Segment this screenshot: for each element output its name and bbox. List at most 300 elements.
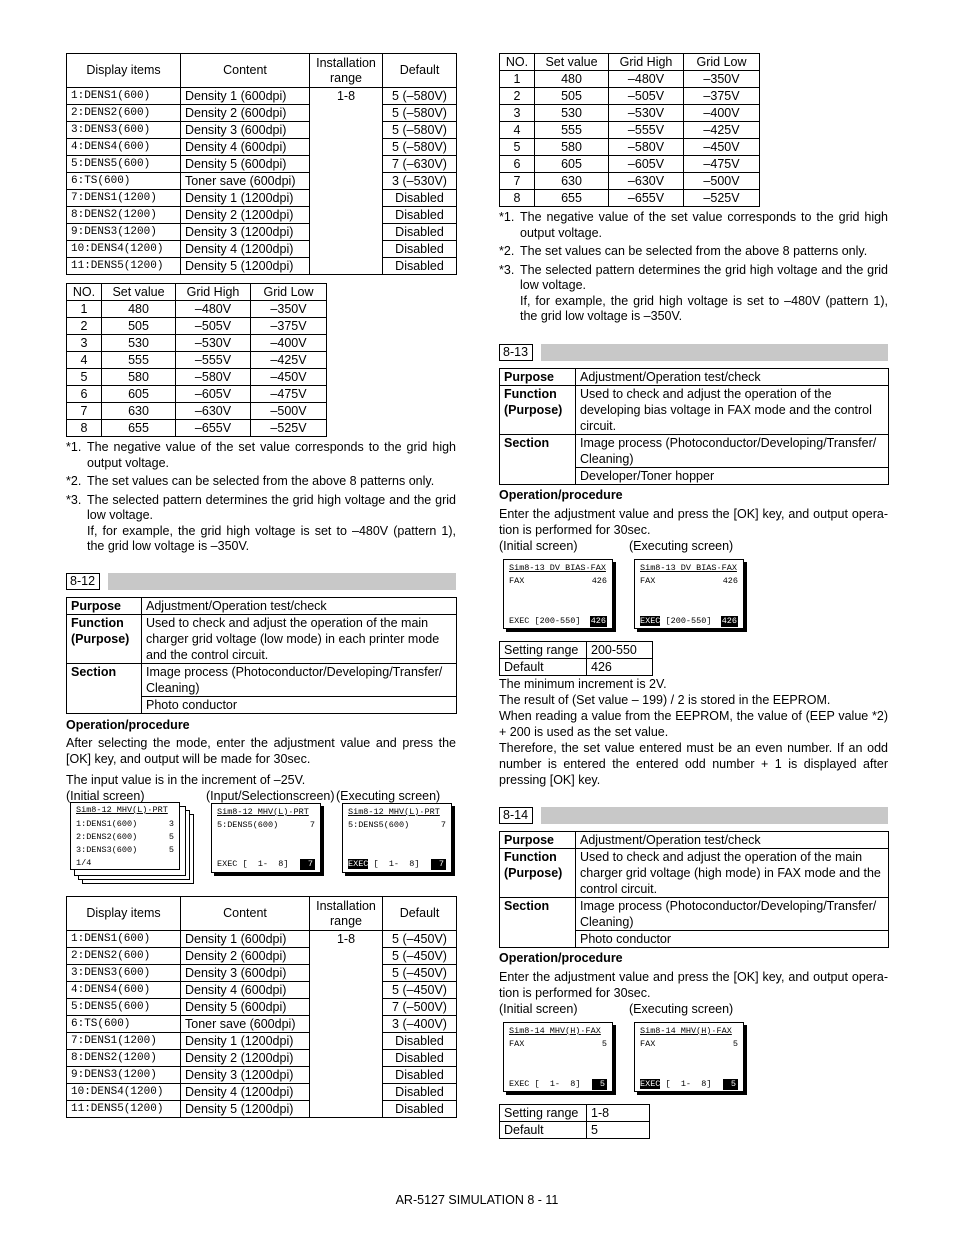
table-row <box>500 122 760 139</box>
lcd-value-1: 5 <box>601 1039 607 1049</box>
info-table-8-13 <box>499 368 889 485</box>
operation-procedure-text: Enter the adjustment value and press the [OK] key, and output opera-tion is performed for 30sec. <box>499 506 888 537</box>
footnote <box>66 474 456 490</box>
lcd-title: Sim8-14 MHV(H)·FAX <box>640 1026 732 1036</box>
grid-set-value: 655 <box>102 420 176 437</box>
lcd-range: [ 1- 8] <box>373 859 420 869</box>
grid-set-value: 480 <box>535 71 609 88</box>
lcd-line-1: 1:DENS1(600) <box>76 819 138 829</box>
grid-set-value: 555 <box>535 122 609 139</box>
executing-screen-label: (Executing screen) <box>629 538 734 553</box>
grid-header-no: NO. <box>500 54 535 71</box>
grid-high: –505V <box>609 88 684 105</box>
grid-high: –505V <box>176 318 251 335</box>
grid-low: –400V <box>684 105 760 122</box>
footnote <box>499 210 888 241</box>
grid-header-grid-low: Grid Low <box>251 284 327 301</box>
grid-no: 6 <box>500 156 535 173</box>
display-item: 3:DENS3(600) <box>67 965 181 982</box>
default-cell: 5 (–580V) <box>383 139 457 156</box>
grid-set-value: 505 <box>535 88 609 105</box>
right-column <box>499 53 888 556</box>
default-cell: Disabled <box>383 1033 457 1050</box>
header-default: Default <box>383 897 457 931</box>
table-row <box>67 105 457 122</box>
table-row <box>500 88 760 105</box>
section-bar-fill <box>108 573 456 590</box>
table-row <box>67 1033 457 1050</box>
grid-header-no: NO. <box>67 284 102 301</box>
display-item: 10:DENS4(1200) <box>67 241 181 258</box>
lcd-value-3: 5 <box>168 845 174 855</box>
content-cell: Density 1 (600dpi) <box>181 88 310 105</box>
grid-no: 1 <box>500 71 535 88</box>
grid-voltage-table-left <box>66 283 327 437</box>
grid-header-grid-low: Grid Low <box>684 54 760 71</box>
lcd-range: [ 1- 8] <box>665 1079 712 1089</box>
footnote <box>499 244 888 260</box>
grid-high: –655V <box>176 420 251 437</box>
initial-screen-label: (Initial screen) <box>66 788 145 803</box>
content-cell: Density 2 (600dpi) <box>181 948 310 965</box>
table-row <box>67 420 327 437</box>
lcd-line-1: FAX <box>509 1039 525 1049</box>
display-item: 4:DENS4(600) <box>67 139 181 156</box>
footnote-marker: *2. <box>66 474 82 488</box>
installation-range-cell: 1-8 <box>310 88 383 275</box>
default-cell: 3 (–400V) <box>383 1016 457 1033</box>
content-cell: Density 2 (1200dpi) <box>181 207 310 224</box>
grid-high: –480V <box>176 301 251 318</box>
notes-right <box>499 210 888 325</box>
lcd-value-1: 5 <box>732 1039 738 1049</box>
table-row <box>500 139 760 156</box>
grid-high: –655V <box>609 190 684 207</box>
setting-range-label: Setting range <box>500 642 587 659</box>
header-display-items: Display items <box>67 897 181 931</box>
grid-low: –425V <box>684 122 760 139</box>
purpose-value: Adjustment/Operation test/check <box>576 832 889 849</box>
default-cell: Disabled <box>383 241 457 258</box>
default-cell: 5 (–580V) <box>383 122 457 139</box>
lcd-title: Sim8-13 DV BIAS·FAX <box>509 563 606 573</box>
lcd-value-1: 426 <box>722 576 738 586</box>
grid-low: –375V <box>251 318 327 335</box>
lcd-line-1: 5:DENS5(600) <box>348 820 410 830</box>
function-label: Function (Purpose) <box>67 614 142 663</box>
content-cell: Density 3 (1200dpi) <box>181 224 310 241</box>
page-footer: AR-5127 SIMULATION 8 - 11 <box>395 1193 559 1207</box>
grid-set-value: 505 <box>102 318 176 335</box>
grid-low: –350V <box>251 301 327 318</box>
grid-high: –605V <box>176 386 251 403</box>
grid-high: –555V <box>609 122 684 139</box>
display-item: 2:DENS2(600) <box>67 948 181 965</box>
footnote <box>66 493 456 524</box>
lcd-exec-highlight: EXEC <box>640 1079 661 1089</box>
info-table-8-14 <box>499 831 889 948</box>
paragraph: Therefore, the set value entered must be an even number. If an odd number is entered the entered odd number + 1 is displayed after pressing [OK] key. <box>499 741 888 787</box>
content-cell: Density 2 (600dpi) <box>181 105 310 122</box>
default-cell: 7 (–630V) <box>383 156 457 173</box>
default-cell: Disabled <box>383 1084 457 1101</box>
lcd-input-value: 5 <box>723 1079 738 1090</box>
footnote-text: The negative value of the set value corresponds to the grid high output voltage. <box>520 210 888 240</box>
table-row <box>500 156 760 173</box>
screen-labels-8-13 <box>499 539 888 556</box>
display-item: 4:DENS4(600) <box>67 982 181 999</box>
operation-increment-text: The input value is in the increment of –25V. <box>66 772 306 787</box>
grid-low: –450V <box>684 139 760 156</box>
table-row <box>67 386 327 403</box>
display-item: 9:DENS3(1200) <box>67 1067 181 1084</box>
grid-set-value: 605 <box>102 386 176 403</box>
left-column <box>66 53 456 806</box>
default-value: 5 <box>587 1122 650 1139</box>
lcd-initial-screen-8-13 <box>503 559 613 629</box>
display-item: 3:DENS3(600) <box>67 122 181 139</box>
header-content: Content <box>181 54 310 88</box>
content-cell: Density 5 (1200dpi) <box>181 258 310 275</box>
display-item: 11:DENS5(1200) <box>67 258 181 275</box>
default-cell: 7 (–500V) <box>383 999 457 1016</box>
table-row <box>67 88 457 105</box>
lcd-exec: EXEC <box>217 859 238 869</box>
lcd-range: [ 1- 8] <box>534 1079 581 1089</box>
footnote-text: If, for example, the grid high voltage is set to –480V (pattern 1), the grid low voltage is –350V. <box>520 293 888 323</box>
lcd-value-1: 7 <box>309 820 315 830</box>
notes-left <box>66 440 456 555</box>
grid-set-value: 530 <box>102 335 176 352</box>
section-value-2: Developer/Toner hopper <box>576 467 889 484</box>
content-cell: Toner save (600dpi) <box>181 173 310 190</box>
grid-high: –555V <box>176 352 251 369</box>
footnote-text: The selected pattern determines the grid high voltage and the grid low voltage. <box>520 262 888 292</box>
lcd-title: Sim8-12 MHV(L)·PRT <box>217 807 309 817</box>
lcd-value-1: 3 <box>168 819 174 829</box>
lcd-title: Sim8-14 MHV(H)·FAX <box>509 1026 601 1036</box>
footnote <box>66 524 456 555</box>
default-cell: Disabled <box>383 207 457 224</box>
lcd-input-value: 426 <box>590 616 606 626</box>
paragraph: When reading a value from the EEPROM, the value of (EEP value *2) + 200 is used as the set value. <box>499 709 888 739</box>
initial-screen-label: (Initial screen) <box>499 538 578 553</box>
lcd-value-2: 5 <box>168 832 174 842</box>
content-cell: Density 3 (600dpi) <box>181 122 310 139</box>
default-cell: 5 (–580V) <box>383 105 457 122</box>
lcd-title: Sim8-12 MHV(L)·PRT <box>76 805 168 815</box>
default-cell: 5 (–450V) <box>383 965 457 982</box>
section-bar-8-14 <box>499 807 888 824</box>
grid-no: 6 <box>67 386 102 403</box>
section-value-2: Photo conductor <box>142 696 457 713</box>
lcd-title: Sim8-13 DV BIAS·FAX <box>640 563 737 573</box>
lcd-input-value: 7 <box>300 859 315 870</box>
setting-range-value: 1-8 <box>587 1105 650 1122</box>
grid-high: –530V <box>176 335 251 352</box>
table-row <box>67 965 457 982</box>
table-row <box>67 258 457 275</box>
executing-screen-label: (Executing screen) <box>336 788 441 803</box>
lcd-executing-screen-8-13 <box>634 559 744 629</box>
default-cell: 5 (–580V) <box>383 88 457 105</box>
content-cell: Density 5 (600dpi) <box>181 156 310 173</box>
section-value-2: Photo conductor <box>576 931 889 948</box>
function-label: Function (Purpose) <box>500 849 576 898</box>
grid-no: 5 <box>67 369 102 386</box>
grid-set-value: 630 <box>535 173 609 190</box>
lcd-value-1: 426 <box>591 576 607 586</box>
setting-table-8-14 <box>499 1104 650 1139</box>
grid-set-value: 580 <box>102 369 176 386</box>
footnote-text: The negative value of the set value corresponds to the grid high output voltage. <box>87 440 456 470</box>
grid-header-grid-high: Grid High <box>609 54 684 71</box>
initial-screen-label: (Initial screen) <box>499 1002 578 1016</box>
section-number: 8-14 <box>499 807 533 824</box>
lcd-range: [ 1- 8] <box>242 859 289 869</box>
grid-low: –525V <box>684 190 760 207</box>
purpose-label: Purpose <box>500 832 576 849</box>
display-item: 6:TS(600) <box>67 1016 181 1033</box>
grid-no: 4 <box>67 352 102 369</box>
grid-no: 8 <box>67 420 102 437</box>
table-row <box>67 1101 457 1118</box>
executing-screen-label: (Executing screen) <box>629 1002 734 1016</box>
display-item: 9:DENS3(1200) <box>67 224 181 241</box>
footnote-marker: *1. <box>66 440 82 454</box>
table-row <box>67 173 457 190</box>
grid-high: –580V <box>609 139 684 156</box>
display-item: 11:DENS5(1200) <box>67 1101 181 1118</box>
content-cell: Toner save (600dpi) <box>181 1016 310 1033</box>
lcd-exec-highlight: EXEC <box>348 859 369 869</box>
lcd-executing-screen-8-14 <box>634 1022 744 1092</box>
lcd-exec: EXEC <box>509 616 530 626</box>
section-bar-8-12 <box>66 573 456 590</box>
grid-high: –480V <box>609 71 684 88</box>
header-default: Default <box>383 54 457 88</box>
function-value: Used to check and adjust the operation of the developing bias voltage in FAX mode and the control circuit. <box>576 385 889 434</box>
table-row <box>500 105 760 122</box>
content-cell: Density 4 (600dpi) <box>181 139 310 156</box>
grid-no: 3 <box>67 335 102 352</box>
operation-procedure-text: Enter the adjustment value and press the [OK] key, and output opera-tion is performed for 30sec. <box>499 970 888 1000</box>
footnote-text: If, for example, the grid high voltage is set to –480V (pattern 1), the grid low voltage is –350V. <box>87 523 456 553</box>
operation-procedure-title: Operation/procedure <box>499 951 623 965</box>
display-items-table-2 <box>66 896 457 1118</box>
display-item: 7:DENS1(1200) <box>67 190 181 207</box>
footnote-marker: *2. <box>499 244 515 258</box>
content-cell: Density 1 (1200dpi) <box>181 1033 310 1050</box>
lcd-input-value: 5 <box>592 1079 607 1090</box>
grid-set-value: 530 <box>535 105 609 122</box>
table-row <box>67 241 457 258</box>
grid-header-set-value: Set value <box>535 54 609 71</box>
table-row <box>67 1050 457 1067</box>
default-cell: Disabled <box>383 1050 457 1067</box>
grid-no: 4 <box>500 122 535 139</box>
footnote-marker <box>66 524 87 555</box>
grid-voltage-table-right <box>499 53 760 207</box>
grid-low: –525V <box>251 420 327 437</box>
content-cell: Density 3 (1200dpi) <box>181 1067 310 1084</box>
input-screen-label: (Input/Selectionscreen) <box>206 788 335 803</box>
grid-set-value: 580 <box>535 139 609 156</box>
default-cell: 3 (–530V) <box>383 173 457 190</box>
content-cell: Density 4 (600dpi) <box>181 982 310 999</box>
section-value-1: Image process (Photoconductor/Developing/Transfer/ Cleaning) <box>576 898 889 931</box>
function-value: Used to check and adjust the operation of the main charger grid voltage (high mode) in FAX mode and the control circuit. <box>576 849 889 898</box>
display-items-table-1 <box>66 53 457 275</box>
table-row <box>67 318 327 335</box>
table-row <box>500 190 760 207</box>
content-cell: Density 4 (1200dpi) <box>181 241 310 258</box>
lcd-initial-screen-8-12 <box>70 802 180 870</box>
display-item: 8:DENS2(1200) <box>67 207 181 224</box>
content-cell: Density 5 (1200dpi) <box>181 1101 310 1118</box>
table-row <box>67 999 457 1016</box>
footnote-text: The selected pattern determines the grid high voltage and the grid low voltage. <box>87 492 456 522</box>
footnote <box>499 263 888 294</box>
lcd-page-indicator: 1/4 <box>76 858 92 868</box>
lcd-executing-screen-8-12 <box>342 803 452 873</box>
paragraph: The result of (Set value – 199) / 2 is stored in the EEPROM. <box>499 693 831 707</box>
notes-8-13 <box>499 676 888 788</box>
right-column-middle <box>499 641 888 1019</box>
table-row <box>67 1067 457 1084</box>
content-cell: Density 3 (600dpi) <box>181 965 310 982</box>
purpose-value: Adjustment/Operation test/check <box>142 597 457 614</box>
grid-no: 3 <box>500 105 535 122</box>
content-cell: Density 1 (600dpi) <box>181 931 310 948</box>
content-cell: Density 2 (1200dpi) <box>181 1050 310 1067</box>
default-cell: Disabled <box>383 258 457 275</box>
grid-low: –450V <box>251 369 327 386</box>
lcd-exec-highlight: EXEC <box>640 616 661 626</box>
footnote-marker: *3. <box>499 262 515 277</box>
lcd-exec: EXEC <box>509 1079 530 1089</box>
default-value: 426 <box>587 659 653 676</box>
default-cell: Disabled <box>383 190 457 207</box>
grid-low: –350V <box>684 71 760 88</box>
default-cell: 5 (–450V) <box>383 982 457 999</box>
grid-high: –530V <box>609 105 684 122</box>
header-display-items: Display items <box>67 54 181 88</box>
grid-no: 5 <box>500 139 535 156</box>
footnote-marker: *1. <box>499 210 515 224</box>
lcd-line-1: 5:DENS5(600) <box>217 820 279 830</box>
table-row <box>67 369 327 386</box>
default-cell: Disabled <box>383 224 457 241</box>
lcd-title: Sim8-12 MHV(L)·PRT <box>348 807 440 817</box>
table-row <box>67 207 457 224</box>
lcd-line-3: 3:DENS3(600) <box>76 845 138 855</box>
lcd-input-screen-8-12 <box>211 803 321 873</box>
footnote-text: The set values can be selected from the above 8 patterns only. <box>87 474 435 488</box>
grid-low: –425V <box>251 352 327 369</box>
grid-no: 2 <box>500 88 535 105</box>
display-item: 8:DENS2(1200) <box>67 1050 181 1067</box>
installation-range-cell: 1-8 <box>310 931 383 1118</box>
lcd-initial-screen-8-14 <box>503 1022 613 1092</box>
grid-low: –475V <box>684 156 760 173</box>
content-cell: Density 1 (1200dpi) <box>181 190 310 207</box>
section-value-1: Image process (Photoconductor/Developing/Transfer/ Cleaning) <box>576 434 889 467</box>
setting-range-value: 200-550 <box>587 642 653 659</box>
grid-low: –375V <box>684 88 760 105</box>
grid-header-set-value: Set value <box>102 284 176 301</box>
grid-set-value: 630 <box>102 403 176 420</box>
header-installation-range: Installation range <box>310 54 383 88</box>
display-item: 5:DENS5(600) <box>67 156 181 173</box>
section-label: Section <box>67 663 142 713</box>
table-row <box>500 71 760 88</box>
default-label: Default <box>500 1122 587 1139</box>
default-label: Default <box>500 659 587 676</box>
grid-high: –580V <box>176 369 251 386</box>
display-item: 1:DENS1(600) <box>67 931 181 948</box>
grid-high: –630V <box>609 173 684 190</box>
operation-procedure-title: Operation/procedure <box>499 487 623 502</box>
header-content: Content <box>181 897 310 931</box>
grid-high: –630V <box>176 403 251 420</box>
table-row <box>67 352 327 369</box>
setting-range-label: Setting range <box>500 1105 587 1122</box>
table-row <box>67 1016 457 1033</box>
default-cell: Disabled <box>383 1067 457 1084</box>
lcd-line-1: FAX <box>509 576 525 586</box>
left-column-bottom <box>66 896 456 1118</box>
display-item: 7:DENS1(1200) <box>67 1033 181 1050</box>
lcd-value-1: 7 <box>440 820 446 830</box>
display-item: 10:DENS4(1200) <box>67 1084 181 1101</box>
header-installation-range: Installation range <box>310 897 383 931</box>
info-table-8-12 <box>66 597 457 714</box>
purpose-value: Adjustment/Operation test/check <box>576 368 889 385</box>
default-cell: Disabled <box>383 1101 457 1118</box>
display-item: 6:TS(600) <box>67 173 181 190</box>
lcd-range: [200-550] <box>665 616 712 626</box>
lcd-line-1: FAX <box>640 1039 656 1049</box>
operation-procedure-title: Operation/procedure <box>66 717 190 732</box>
grid-set-value: 480 <box>102 301 176 318</box>
grid-high: –605V <box>609 156 684 173</box>
grid-header-grid-high: Grid High <box>176 284 251 301</box>
purpose-label: Purpose <box>500 368 576 385</box>
table-row <box>500 173 760 190</box>
lcd-line-2: 2:DENS2(600) <box>76 832 138 842</box>
grid-no: 7 <box>500 173 535 190</box>
section-bar-fill <box>541 344 888 361</box>
operation-procedure-text: After selecting the mode, enter the adjustment value and press the [OK] key, and output will be made for 30sec. <box>66 735 456 766</box>
table-row <box>67 301 327 318</box>
content-cell: Density 5 (600dpi) <box>181 999 310 1016</box>
grid-low: –500V <box>251 403 327 420</box>
table-row <box>67 982 457 999</box>
lcd-input-value: 7 <box>431 859 446 870</box>
purpose-label: Purpose <box>67 597 142 614</box>
lcd-input-value: 426 <box>721 616 737 626</box>
display-item: 2:DENS2(600) <box>67 105 181 122</box>
grid-no: 8 <box>500 190 535 207</box>
content-cell: Density 4 (1200dpi) <box>181 1084 310 1101</box>
section-bar-8-13 <box>499 344 888 361</box>
lcd-line-1: FAX <box>640 576 656 586</box>
grid-set-value: 605 <box>535 156 609 173</box>
table-row <box>67 122 457 139</box>
section-number: 8-13 <box>499 344 533 361</box>
section-label: Section <box>500 434 576 484</box>
